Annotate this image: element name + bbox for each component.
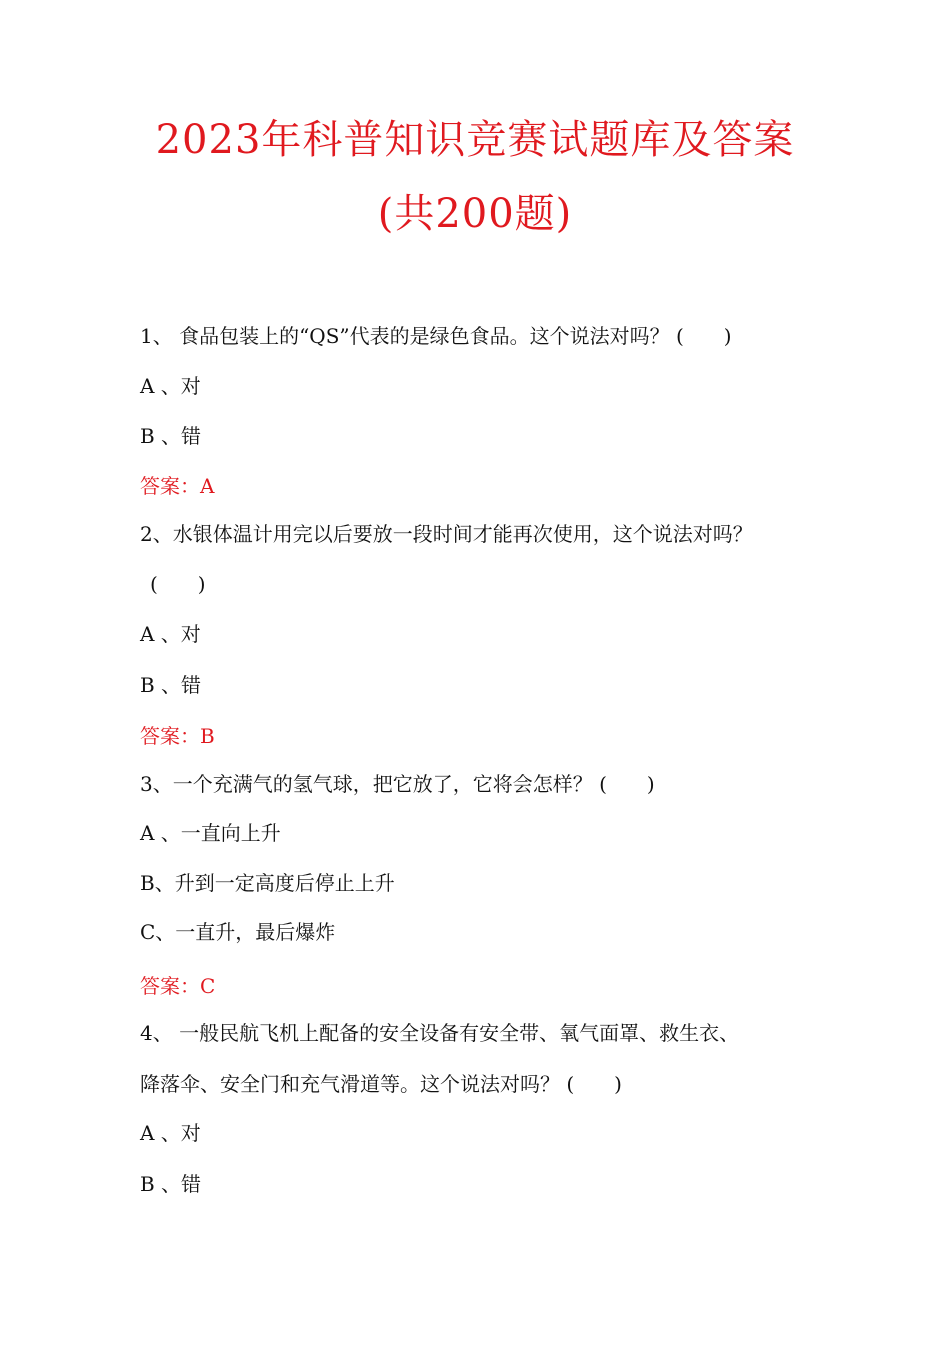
question-2-stem-continued: ( ) (150, 572, 206, 596)
document-title: 2023年科普知识竞赛试题库及答案 (155, 117, 795, 163)
question-3-option-a: A 、一直向上升 (140, 821, 281, 845)
question-2-stem: 2、水银体温计用完以后要放一段时间才能再次使用，这个说法对吗？ (140, 522, 753, 546)
question-1-option-a: A 、对 (140, 374, 201, 398)
question-1-option-b: B 、错 (140, 424, 202, 448)
question-1-stem: 1、 食品包装上的“QS”代表的是绿色食品。这个说法对吗？ ( ) (140, 324, 732, 348)
document-subtitle: (共200题) (377, 191, 573, 237)
question-2-answer: 答案：B (140, 724, 215, 748)
question-4-stem: 4、 一般民航飞机上配备的安全设备有安全带、氧气面罩、救生衣、 (140, 1021, 740, 1045)
question-4-option-b: B 、错 (140, 1172, 202, 1196)
question-3-answer: 答案：C (140, 974, 216, 998)
question-2-option-a: A 、对 (140, 622, 201, 646)
question-3-option-b: B、升到一定高度后停止上升 (140, 871, 395, 895)
question-2-option-b: B 、错 (140, 673, 202, 697)
question-3-option-c: C、一直升，最后爆炸 (140, 920, 336, 944)
question-4-stem-continued: 降落伞、安全门和充气滑道等。这个说法对吗？ ( ) (140, 1072, 622, 1096)
question-4-option-a: A 、对 (140, 1121, 201, 1145)
question-1-answer: 答案：A (140, 474, 215, 498)
question-3-stem: 3、一个充满气的氢气球，把它放了，它将会怎样？ ( ) (140, 772, 655, 796)
